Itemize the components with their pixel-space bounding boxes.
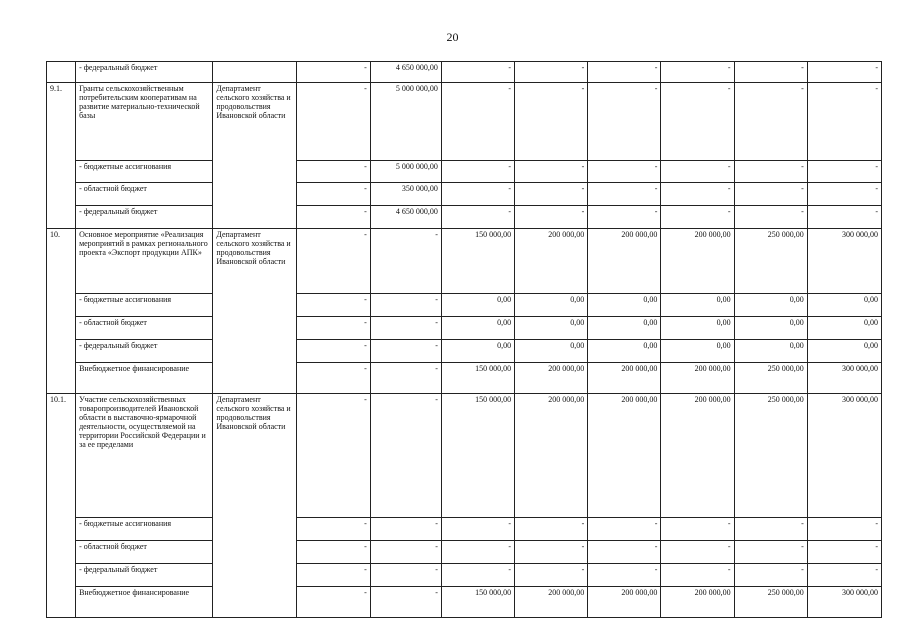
table-row: [47, 363, 882, 394]
amount-cell: -: [515, 564, 588, 587]
funding-source-cell: - областной бюджет: [76, 317, 213, 340]
amount-cell: 200 000,00: [515, 394, 588, 518]
amount-cell: -: [296, 62, 370, 83]
amount-cell: -: [515, 83, 588, 161]
amount-cell: -: [296, 363, 370, 394]
amount-cell: -: [296, 340, 370, 363]
amount-cell: 200 000,00: [515, 587, 588, 618]
amount-cell: -: [661, 541, 734, 564]
amount-cell: 0,00: [441, 294, 514, 317]
amount-cell: -: [296, 83, 370, 161]
amount-cell: -: [370, 587, 441, 618]
amount-cell: 200 000,00: [661, 363, 734, 394]
amount-cell: 200 000,00: [588, 394, 661, 518]
amount-cell: 5 000 000,00: [370, 161, 441, 183]
amount-cell: -: [515, 62, 588, 83]
amount-cell: 200 000,00: [588, 363, 661, 394]
budget-table: [46, 61, 882, 618]
amount-cell: 300 000,00: [807, 587, 881, 618]
amount-cell: -: [734, 206, 807, 229]
amount-cell: -: [661, 206, 734, 229]
amount-cell: -: [296, 161, 370, 183]
amount-cell: -: [734, 564, 807, 587]
amount-cell: 300 000,00: [807, 229, 881, 294]
amount-cell: -: [296, 587, 370, 618]
amount-cell: -: [370, 294, 441, 317]
amount-cell: -: [515, 183, 588, 206]
amount-cell: 250 000,00: [734, 363, 807, 394]
amount-cell: 0,00: [588, 340, 661, 363]
amount-cell: -: [661, 564, 734, 587]
amount-cell: 4 650 000,00: [370, 62, 441, 83]
amount-cell: 0,00: [807, 317, 881, 340]
amount-cell: -: [807, 541, 881, 564]
amount-cell: -: [515, 206, 588, 229]
amount-cell: -: [734, 183, 807, 206]
executor-cell: Департамент сельского хозяйства и продовольствия Ивановской области: [213, 229, 296, 394]
amount-cell: -: [588, 83, 661, 161]
row-number-cell: 10.: [47, 229, 76, 394]
amount-cell: -: [734, 161, 807, 183]
amount-cell: -: [734, 541, 807, 564]
row-number-cell: 9.1.: [47, 83, 76, 229]
amount-cell: -: [734, 83, 807, 161]
amount-cell: -: [734, 62, 807, 83]
amount-cell: 200 000,00: [515, 229, 588, 294]
amount-cell: 350 000,00: [370, 183, 441, 206]
amount-cell: 4 650 000,00: [370, 206, 441, 229]
amount-cell: -: [370, 363, 441, 394]
amount-cell: -: [588, 564, 661, 587]
executor-cell: Департамент сельского хозяйства и продовольствия Ивановской области: [213, 83, 296, 229]
amount-cell: -: [296, 294, 370, 317]
row-number-cell: [47, 62, 76, 83]
amount-cell: -: [370, 340, 441, 363]
amount-cell: 0,00: [661, 317, 734, 340]
amount-cell: -: [441, 161, 514, 183]
amount-cell: 0,00: [588, 317, 661, 340]
amount-cell: -: [370, 394, 441, 518]
table-row: [47, 394, 882, 518]
funding-source-cell: - федеральный бюджет: [76, 62, 213, 83]
table-row: [47, 541, 882, 564]
funding-source-cell: - бюджетные ассигнования: [76, 294, 213, 317]
amount-cell: -: [807, 206, 881, 229]
executor-cell: [213, 62, 296, 83]
amount-cell: 250 000,00: [734, 587, 807, 618]
amount-cell: 0,00: [515, 340, 588, 363]
amount-cell: -: [296, 206, 370, 229]
page-number: 20: [446, 30, 459, 44]
amount-cell: -: [734, 518, 807, 541]
amount-cell: 0,00: [661, 340, 734, 363]
amount-cell: -: [588, 183, 661, 206]
amount-cell: -: [296, 229, 370, 294]
amount-cell: -: [441, 206, 514, 229]
amount-cell: 0,00: [734, 340, 807, 363]
amount-cell: 5 000 000,00: [370, 83, 441, 161]
table-row: [47, 183, 882, 206]
amount-cell: -: [370, 229, 441, 294]
amount-cell: 0,00: [807, 340, 881, 363]
amount-cell: -: [661, 83, 734, 161]
funding-source-cell: - федеральный бюджет: [76, 340, 213, 363]
amount-cell: -: [807, 161, 881, 183]
amount-cell: 0,00: [661, 294, 734, 317]
amount-cell: -: [588, 62, 661, 83]
funding-source-cell: Внебюджетное финансирование: [76, 587, 213, 618]
amount-cell: 200 000,00: [661, 229, 734, 294]
table-row: [47, 294, 882, 317]
row-number-cell: 10.1.: [47, 394, 76, 618]
table-row: [47, 518, 882, 541]
table-row: [47, 317, 882, 340]
amount-cell: -: [296, 518, 370, 541]
table-row: [47, 564, 882, 587]
amount-cell: -: [370, 564, 441, 587]
amount-cell: -: [296, 564, 370, 587]
amount-cell: -: [515, 518, 588, 541]
amount-cell: -: [661, 518, 734, 541]
table-row: [47, 206, 882, 229]
amount-cell: 0,00: [441, 340, 514, 363]
amount-cell: -: [588, 161, 661, 183]
amount-cell: 0,00: [441, 317, 514, 340]
table-row: [47, 229, 882, 294]
amount-cell: 150 000,00: [441, 587, 514, 618]
funding-source-cell: - бюджетные ассигнования: [76, 161, 213, 183]
amount-cell: 0,00: [807, 294, 881, 317]
amount-cell: 200 000,00: [515, 363, 588, 394]
amount-cell: -: [588, 518, 661, 541]
table-row: [47, 587, 882, 618]
amount-cell: 200 000,00: [661, 587, 734, 618]
amount-cell: -: [296, 183, 370, 206]
table-row: [47, 62, 882, 83]
amount-cell: 200 000,00: [588, 587, 661, 618]
amount-cell: 200 000,00: [661, 394, 734, 518]
amount-cell: -: [441, 83, 514, 161]
amount-cell: -: [296, 541, 370, 564]
amount-cell: 0,00: [515, 317, 588, 340]
amount-cell: -: [807, 183, 881, 206]
amount-cell: -: [588, 206, 661, 229]
amount-cell: -: [441, 564, 514, 587]
amount-cell: 0,00: [515, 294, 588, 317]
activity-name-cell: Участие сельскохозяйственных товаропроизводителей Ивановской области в выставочно-ярмарочной деятельности, осуществляемой на территории Российской Федерации и за ее пределами: [76, 394, 213, 518]
amount-cell: -: [296, 394, 370, 518]
executor-cell: Департамент сельского хозяйства и продовольствия Ивановской области: [213, 394, 296, 618]
amount-cell: -: [441, 62, 514, 83]
amount-cell: 300 000,00: [807, 394, 881, 518]
funding-source-cell: Внебюджетное финансирование: [76, 363, 213, 394]
amount-cell: -: [807, 518, 881, 541]
amount-cell: -: [370, 317, 441, 340]
amount-cell: -: [370, 518, 441, 541]
amount-cell: -: [661, 62, 734, 83]
amount-cell: 200 000,00: [588, 229, 661, 294]
amount-cell: 0,00: [734, 317, 807, 340]
funding-source-cell: - федеральный бюджет: [76, 564, 213, 587]
activity-name-cell: Гранты сельскохозяйственным потребительским кооперативам на развитие материально-технической базы: [76, 83, 213, 161]
activity-name-cell: Основное мероприятие «Реализация мероприятий в рамках регионального проекта «Экспорт продукции АПК»: [76, 229, 213, 294]
amount-cell: -: [370, 541, 441, 564]
amount-cell: -: [441, 518, 514, 541]
amount-cell: -: [515, 541, 588, 564]
amount-cell: 250 000,00: [734, 394, 807, 518]
table-row: [47, 340, 882, 363]
amount-cell: 300 000,00: [807, 363, 881, 394]
amount-cell: -: [807, 564, 881, 587]
funding-source-cell: - бюджетные ассигнования: [76, 518, 213, 541]
amount-cell: -: [515, 161, 588, 183]
amount-cell: -: [296, 317, 370, 340]
amount-cell: 150 000,00: [441, 229, 514, 294]
table-row: [47, 83, 882, 161]
amount-cell: -: [441, 541, 514, 564]
amount-cell: -: [661, 183, 734, 206]
amount-cell: 150 000,00: [441, 363, 514, 394]
amount-cell: -: [661, 161, 734, 183]
funding-source-cell: - областной бюджет: [76, 541, 213, 564]
amount-cell: -: [807, 62, 881, 83]
amount-cell: -: [807, 83, 881, 161]
amount-cell: -: [441, 183, 514, 206]
amount-cell: 0,00: [734, 294, 807, 317]
funding-source-cell: - областной бюджет: [76, 183, 213, 206]
amount-cell: 150 000,00: [441, 394, 514, 518]
table-row: [47, 161, 882, 183]
funding-source-cell: - федеральный бюджет: [76, 206, 213, 229]
amount-cell: 250 000,00: [734, 229, 807, 294]
amount-cell: 0,00: [588, 294, 661, 317]
amount-cell: -: [588, 541, 661, 564]
